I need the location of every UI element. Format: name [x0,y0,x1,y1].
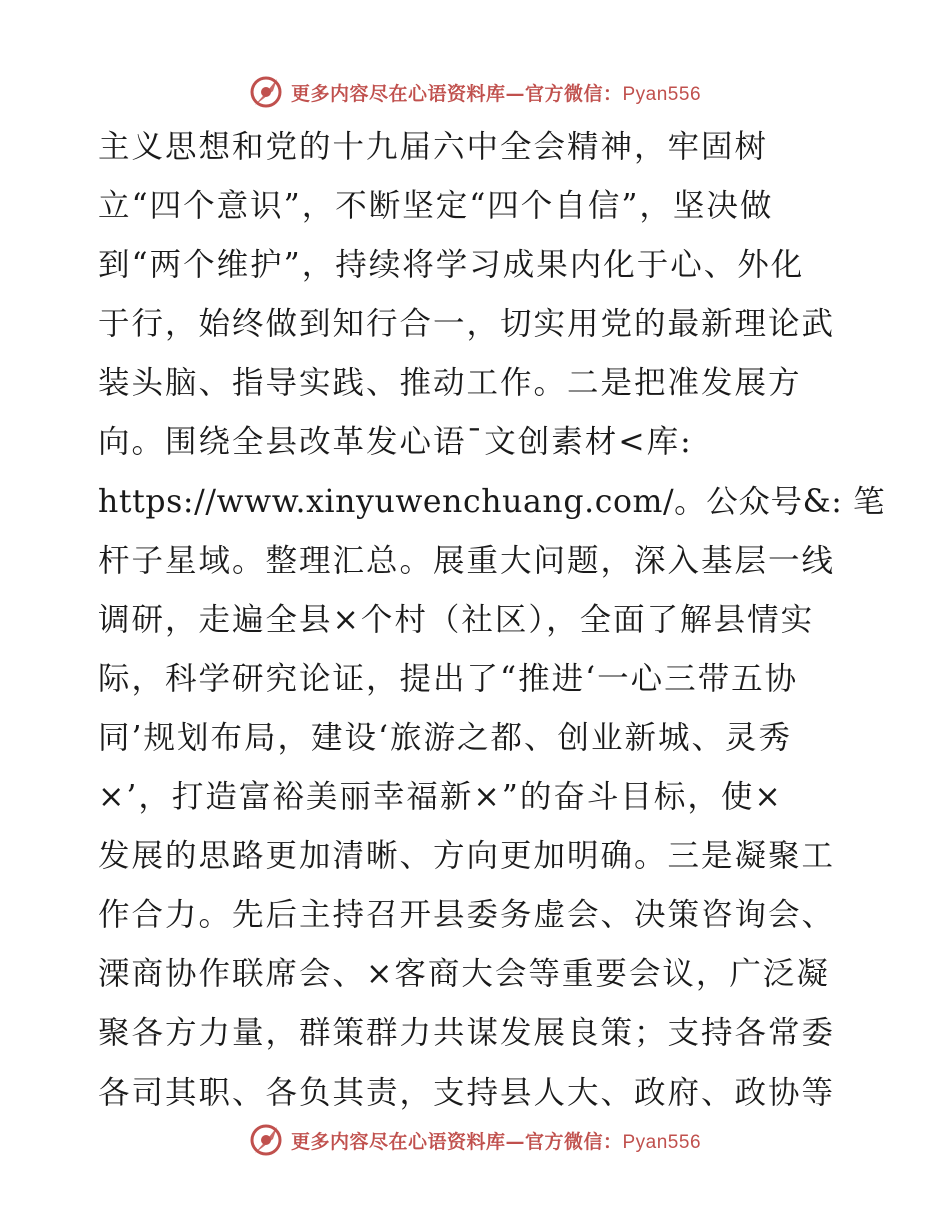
text-line: 作合力。先后主持召开县委务虚会、决策咨询会、 [98,897,836,934]
footer-watermark [0,1120,950,1160]
text-line: 聚各方力量，群策群力共谋发展良策；支持各常委 [98,1015,836,1052]
watermark-handle: Pyan556 [622,83,702,105]
text-line: 立“四个意识”，不断坚定“四个自信”，坚决做 [98,188,774,225]
text-line: 溧商协作联席会、×客商大会等重要会议，广泛凝 [98,956,830,993]
text-line: 向。围绕全县改革发心语¯文创素材<库: [98,424,693,461]
header-watermark [0,72,950,112]
text-line: 调研，走遍全县×个村（社区），全面了解县情实 [98,601,815,638]
feather-quill-icon [249,1123,283,1157]
text-line: 到“两个维护”，持续将学习成果内化于心、外化 [98,247,805,284]
text-line: 发展的思路更加清晰、方向更加明确。三是凝聚工 [98,838,836,875]
watermark-text: 更多内容尽在心语资料库—官方微信：Pyan556 [290,82,702,105]
text-line: 装头脑、指导实践、推动工作。二是把准发展方 [98,365,802,402]
text-line: 际，科学研究论证，提出了“推进‘一心三带五协 [98,660,799,697]
text-line: 同’规划布局，建设‘旅游之都、创业新城、灵秀 [98,719,793,756]
watermark-handle: Pyan556 [622,1131,702,1153]
feather-quill-icon [249,75,283,109]
text-line: 于行，始终做到知行合一，切实用党的最新理论武 [98,306,836,343]
document-body [98,118,886,1123]
text-line: 各司其职、各负其责，支持县人大、政府、政协等 [98,1074,836,1111]
text-line: 杆子星域。整理汇总。展重大问题，深入基层一线 [98,542,836,579]
text-line: 主义思想和党的十九届六中全会精神，牢固树 [98,129,769,165]
text-line: ×’，打造富裕美丽幸福新×”的奋斗目标，使× [98,779,783,816]
text-line: https://www.xinyuwenchuang.com/。公众号&: 笔 [98,483,886,520]
watermark-text: 更多内容尽在心语资料库—官方微信：Pyan556 [290,1130,702,1153]
